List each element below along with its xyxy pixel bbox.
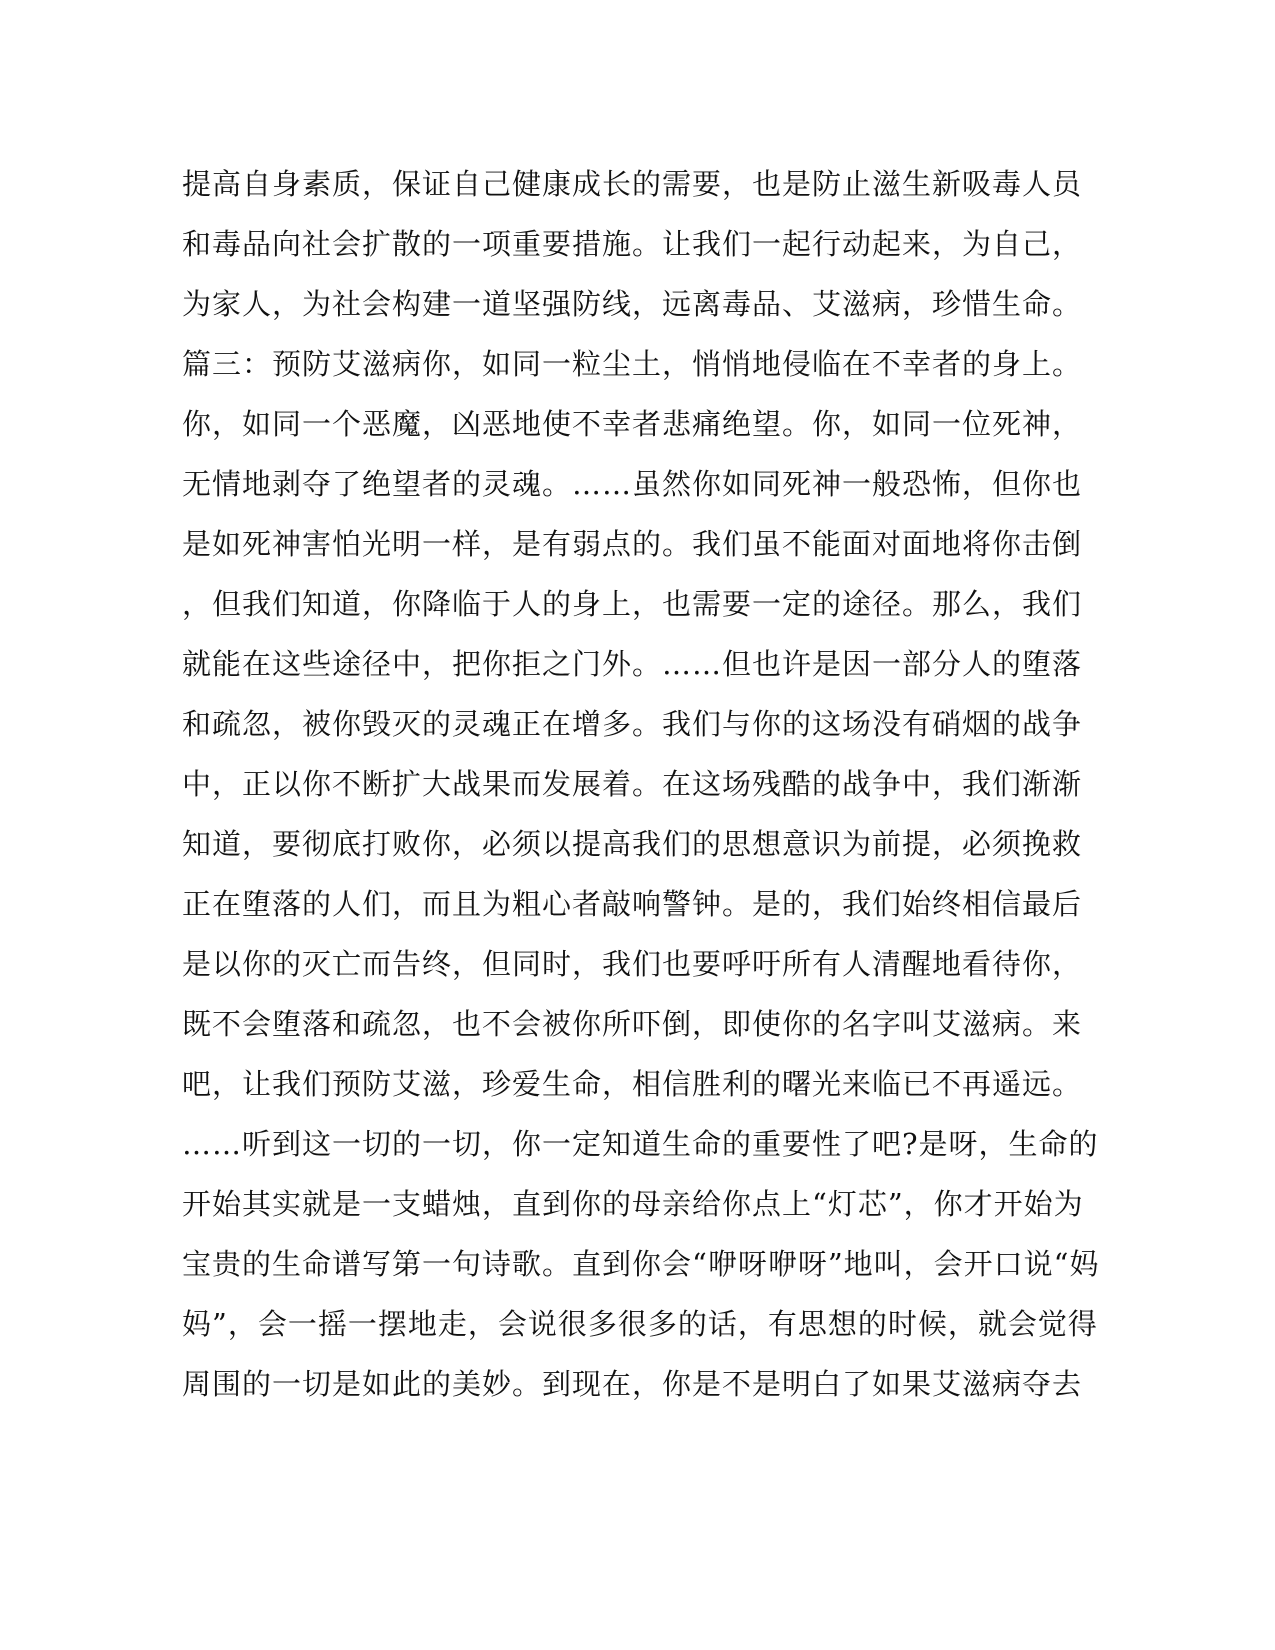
text-line: 周围的一切是如此的美妙。到现在，你是不是明白了如果艾滋病夺去 xyxy=(182,1367,1083,1401)
text-line: 提高自身素质，保证自己健康成长的需要，也是防止滋生新吸毒人员 xyxy=(182,167,1083,201)
text-line: 正在堕落的人们，而且为粗心者敲响警钟。是的，我们始终相信最后 xyxy=(182,887,1083,921)
text-line: 开始其实就是一支蜡烛，直到你的母亲给你点上“灯芯”，你才开始为 xyxy=(182,1187,1084,1221)
text-line: 是以你的灭亡而告终，但同时，我们也要呼吁所有人清醒地看待你， xyxy=(182,947,1083,981)
text-line: 无情地剥夺了绝望者的灵魂。……虽然你如同死神一般恐怖，但你也 xyxy=(182,467,1083,501)
text-line: 是如死神害怕光明一样，是有弱点的。我们虽不能面对面地将你击倒 xyxy=(182,527,1083,561)
text-line: 宝贵的生命谱写第一句诗歌。直到你会“咿呀咿呀”地叫，会开口说“妈 xyxy=(182,1247,1100,1281)
text-line: 就能在这些途径中，把你拒之门外。……但也许是因一部分人的堕落 xyxy=(182,647,1083,681)
text-line: ……听到这一切的一切，你一定知道生命的重要性了吧?是呀，生命的 xyxy=(182,1127,1099,1161)
text-line: 你，如同一个恶魔，凶恶地使不幸者悲痛绝望。你，如同一位死神， xyxy=(182,407,1083,441)
text-line: 和疏忽，被你毁灭的灵魂正在增多。我们与你的这场没有硝烟的战争 xyxy=(182,707,1083,741)
text-line: 和毒品向社会扩散的一项重要措施。让我们一起行动起来，为自己， xyxy=(182,227,1083,261)
text-line: 吧，让我们预防艾滋，珍爱生命，相信胜利的曙光来临已不再遥远。 xyxy=(182,1067,1083,1101)
text-line: 妈”，会一摇一摆地走，会说很多很多的话，有思想的时候，就会觉得 xyxy=(182,1307,1098,1341)
text-line: 为家人，为社会构建一道坚强防线，远离毒品、艾滋病，珍惜生命。 xyxy=(182,287,1083,321)
text-line: 知道，要彻底打败你，必须以提高我们的思想意识为前提，必须挽救 xyxy=(182,827,1083,861)
text-line: 中，正以你不断扩大战果而发展着。在这场残酷的战争中，我们渐渐 xyxy=(182,767,1083,801)
text-line: 篇三：预防艾滋病你，如同一粒尘土，悄悄地侵临在不幸者的身上。 xyxy=(182,347,1083,381)
body-text xyxy=(182,160,1100,1420)
text-line: ，但我们知道，你降临于人的身上，也需要一定的途径。那么，我们 xyxy=(182,587,1083,621)
text-line: 既不会堕落和疏忽，也不会被你所吓倒，即使你的名字叫艾滋病。来 xyxy=(182,1007,1083,1041)
